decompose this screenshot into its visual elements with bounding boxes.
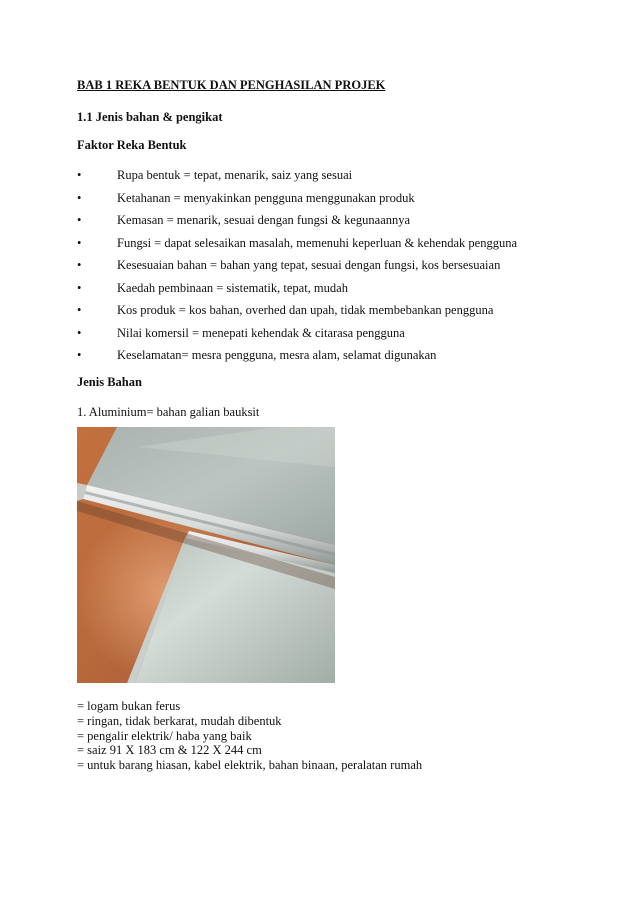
bullet-icon: • xyxy=(77,168,82,182)
aluminium-properties-list xyxy=(77,699,422,773)
list-item: = pengalir elektrik/ haba yang baik xyxy=(77,728,252,743)
list-item-text: Nilai komersil = menepati kehendak & citarasa pengguna xyxy=(117,325,405,340)
material-item-title: 1. Aluminium= bahan galian bauksit xyxy=(77,405,260,419)
list-item-text: Kesesuaian bahan = bahan yang tepat, sesuai dengan fungsi, kos bersesuaian xyxy=(117,258,501,272)
section-title: 1.1 Jenis bahan & pengikat xyxy=(77,110,223,124)
bullet-icon: • xyxy=(77,190,82,205)
jenis-bahan-title: Jenis Bahan xyxy=(77,375,142,389)
list-item-text: Fungsi = dapat selesaikan masalah, memenuhi keperluan & kehendak pengguna xyxy=(117,235,517,250)
bullet-icon: • xyxy=(77,325,82,340)
bullet-icon: • xyxy=(77,303,82,317)
chapter-heading: BAB 1 REKA BENTUK DAN PENGHASILAN PROJEK xyxy=(77,78,386,92)
list-item-text: Ketahanan = menyakinkan pengguna menggunakan produk xyxy=(117,190,415,205)
list-item-text: Kaedah pembinaan = sistematik, tepat, mudah xyxy=(117,280,348,295)
list-item-text: Kemasan = menarik, sesuai dengan fungsi & kegunaannya xyxy=(117,213,411,227)
bullet-icon: • xyxy=(77,348,82,362)
list-item: = logam bukan ferus xyxy=(77,699,181,713)
list-item-text: Keselamatan= mesra pengguna, mesra alam, selamat digunakan xyxy=(117,348,437,362)
list-item-text: Rupa bentuk = tepat, menarik, saiz yang sesuai xyxy=(117,168,353,182)
bullet-icon: • xyxy=(77,213,82,227)
bullet-icon: • xyxy=(77,258,82,272)
bullet-icon: • xyxy=(77,235,82,250)
list-item: = saiz 91 X 183 cm & 122 X 244 cm xyxy=(77,743,262,758)
list-item-text: Kos produk = kos bahan, overhed dan upah, tidak membebankan pengguna xyxy=(117,303,494,317)
list-item: = untuk barang hiasan, kabel elektrik, bahan binaan, peralatan rumah xyxy=(77,758,423,773)
faktor-reka-bentuk-title: Faktor Reka Bentuk xyxy=(77,138,187,152)
bullet-icon: • xyxy=(77,280,82,295)
list-item: = ringan, tidak berkarat, mudah dibentuk xyxy=(77,713,282,728)
aluminium-sheet-photo xyxy=(77,427,335,683)
